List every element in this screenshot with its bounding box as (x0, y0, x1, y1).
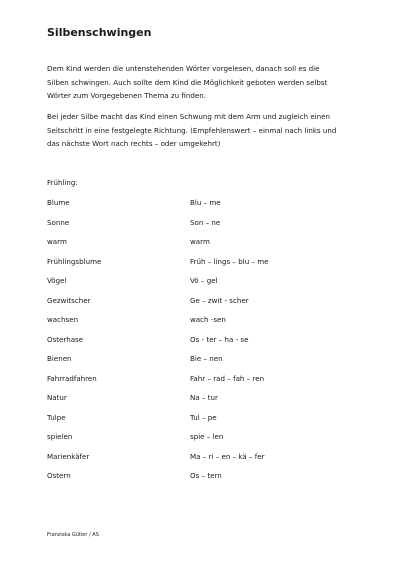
word-cell: Fahrradfahren (47, 373, 97, 383)
table-row (47, 235, 347, 255)
syllable-cell: spie – len (190, 432, 224, 441)
section-label: Frühling: (47, 178, 78, 187)
table-row (47, 372, 347, 392)
table-row (47, 216, 347, 236)
syllable-cell: Vö – gel (190, 276, 218, 285)
syllable-cell: Tul – pe (190, 412, 217, 422)
table-row (47, 313, 347, 333)
word-cell: Vögel (47, 276, 67, 285)
word-cell: Sonne (47, 217, 70, 227)
intro-line: Dem Kind werden die untenstehenden Wörter vorgelesen, danach soll es die (47, 64, 320, 73)
syllable-cell: wach -sen (190, 315, 226, 324)
footer-author: Franziska Gütler / AS (47, 532, 99, 538)
table-row (47, 411, 347, 431)
word-cell: Tulpe (47, 412, 66, 422)
syllable-cell: Os – tern (190, 471, 222, 480)
table-row (47, 352, 347, 372)
word-cell: Blume (47, 198, 70, 207)
table-row (47, 294, 347, 314)
word-cell: Gezwitscher (47, 295, 91, 305)
syllable-cell: Bie – nen (190, 354, 223, 363)
syllable-cell: Ge – zwit - scher (190, 295, 249, 305)
word-cell: warm (47, 237, 67, 246)
word-cell: Ostern (47, 471, 71, 480)
word-cell: Frühlingsblume (47, 256, 102, 266)
word-cell: Osterhase (47, 334, 84, 344)
page-title: Silbenschwingen (47, 26, 152, 39)
table-row (47, 196, 347, 216)
intro-line: Wörter zum Vorgegebenen Thema zu finden. (47, 91, 206, 101)
syllable-cell: Os - ter – ha - se (190, 334, 249, 344)
table-row (47, 391, 347, 411)
syllable-cell: Ma – ri – en – kä – fer (190, 451, 265, 461)
syllable-cell: Blu – me (190, 198, 221, 207)
word-cell: Natur (47, 393, 67, 402)
syllable-cell: Fahr – rad – fah – ren (190, 373, 265, 383)
table-row (47, 450, 347, 470)
instruction-line: Seitschritt in eine festgelegte Richtung. (Empfehlenswert – einmal nach links und (47, 125, 337, 135)
intro-paragraph (47, 62, 367, 103)
syllable-cell: Son – ne (190, 217, 221, 227)
syllable-cell: Na – tur (190, 393, 218, 402)
word-table (47, 196, 347, 489)
word-cell: spielen (47, 432, 73, 441)
word-cell: Marienkäfer (47, 451, 90, 461)
word-cell: Bienen (47, 354, 72, 363)
syllable-cell: Früh – lings – blu – me (190, 256, 269, 266)
instruction-line: das nächste Wort nach rechts – oder umgekehrt) (47, 139, 221, 149)
table-row (47, 430, 347, 450)
syllable-cell: warm (190, 237, 210, 246)
word-cell: wachsen (47, 315, 79, 324)
instruction-line: Bei jeder Silbe macht das Kind einen Schwung mit dem Arm und zugleich einen (47, 112, 331, 121)
table-row (47, 274, 347, 294)
intro-line: Silben schwingen. Auch sollte dem Kind die Möglichkeit geboten werden selbst (47, 77, 328, 87)
table-row (47, 255, 347, 275)
table-row (47, 469, 347, 489)
table-row (47, 333, 347, 353)
instruction-paragraph (47, 110, 367, 151)
